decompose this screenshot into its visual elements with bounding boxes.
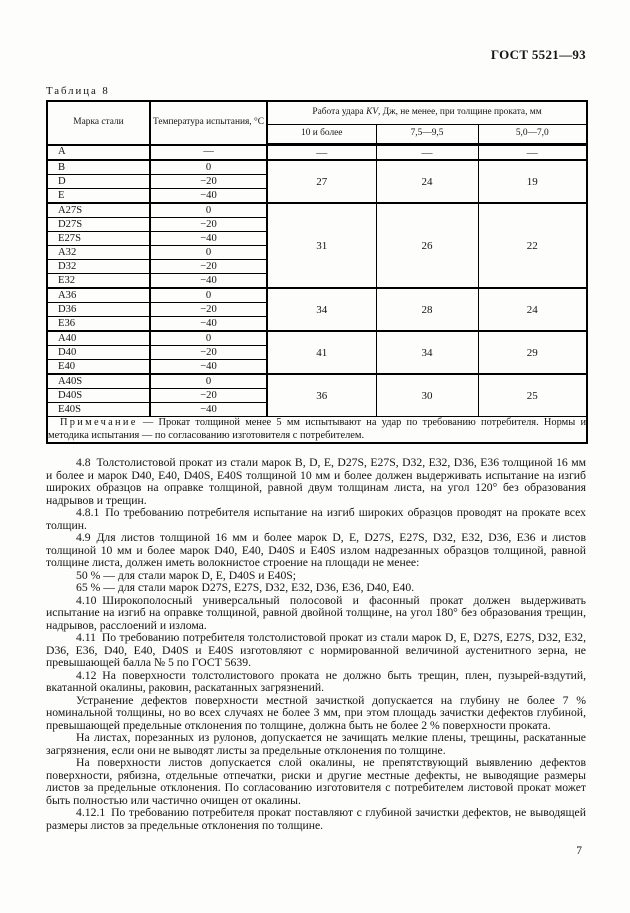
note-text: — Прокат толщиной менее 5 мм испытывают на удар по требованию потребителя. Нормы и методика испытания — по согласованию изготовителя с потребителем. [48,417,587,441]
paragraph: 4.12 На поверхности толстолистового проката не должно быть трещин, плен, пузырей-вздутий, вкатанной окалины, раковин, раскатанных загрязнений. [46,668,586,695]
steel-grade-cell: D32 [47,260,150,274]
impact-work-table [46,100,588,444]
steel-grade-cell: D27S [47,218,150,232]
paragraph: На поверхности листов допускается слой окалины, не препятствующий выявлению дефектов поверхности, рябизна, отдельные отпечатки, риски и другие местные дефекты, не выводящие размеры листов за предельные отклонения. По согласованию изготовителя с потребителем листовой прокат может быть полностью или частично очищен от окалины. [46,756,586,807]
paragraph: Устранение дефектов поверхности местной зачисткой допускается на глубину не более 7 % номинальной толщины, но во всех случаях не более 3 мм, при этом площадь зачистки дефектов глубиной, превышающей предельные отклонения по толщине, должна быть не более 2 % поверхности проката. [46,693,586,732]
steel-grade-cell: A27S [47,203,150,218]
impact-work-value-cell: 36 [267,374,376,417]
steel-grade-cell: E40 [47,360,150,375]
impact-work-value-cell: 19 [478,160,587,203]
subcol-thickness-10plus: 10 и более [267,125,376,145]
impact-work-value-cell: 41 [267,331,376,374]
table-note-row [47,417,587,444]
test-temperature-cell: −40 [150,232,267,246]
impact-work-text: Работа удара [312,107,367,118]
test-temperature-cell: 0 [150,160,267,175]
col-header-impact-work [267,101,587,125]
doc-number: ГОСТ 5521—93 [490,47,586,62]
test-temperature-cell: 0 [150,288,267,303]
steel-grade-cell: B [47,160,150,175]
test-temperature-cell: −20 [150,218,267,232]
col-header-grade: Марка стали [47,101,150,145]
steel-grade-cell: E27S [47,232,150,246]
test-temperature-cell: −20 [150,175,267,189]
impact-work-value-cell: 34 [376,331,478,374]
kv-symbol: KV [366,107,379,118]
paragraph: 50 % — для стали марок D, E, D40S и E40S; [76,568,297,582]
subcol-thickness-50-70: 5,0—7,0 [478,125,587,145]
steel-grade-cell: E [47,189,150,204]
steel-grade-cell: A [47,145,150,161]
table-row [47,288,587,303]
paragraph: 65 % — для стали марок D27S, E27S, D32, E32, D36, E36, D40, E40. [76,581,415,595]
impact-work-value-cell: — [267,145,376,161]
table-note [47,417,587,444]
steel-grade-cell: D [47,175,150,189]
table-row [47,203,587,218]
steel-grade-cell: A40 [47,331,150,346]
paragraph: 4.11 По требованию потребителя толстолистовой прокат из стали марок D, E, D27S, E27S, D32, E32, D36, E36, D40, E40, D40S и E40S изготовляют с нормированной величиной аустенитного зерна, не превышающей балла № 5 по ГОСТ 5639. [46,631,586,670]
test-temperature-cell: 0 [150,203,267,218]
steel-grade-cell: E40S [47,403,150,417]
impact-work-units: , Дж, не менее, при толщине проката, мм [378,107,542,118]
paragraph: 4.8 Толстолистовой прокат из стали марок B, D, E, D27S, E27S, D32, E32, D36, E36 толщиной 16 мм и более и марок D40, E40, D40S, E40S толщиной 10 мм и более должен выдерживать испытание на изгиб широких образцов на оправке толщиной, равной двум толщинам листа, на угол 120° без образования надрывов и трещин. [46,456,586,507]
impact-work-value-cell: 22 [478,203,587,288]
paragraph: 4.9 Для листов толщиной 16 мм и более марок D, E, D27S, E27S, D32, E32, D36, E36 и листов толщиной 10 мм и более марок D40, E40, D40S и E40S излом надрезанных образцов толщиной, равной толщине листа, должен иметь волокнистое строение на площади не менее: [46,531,586,570]
page-number: 7 [576,845,582,857]
table-header-row [47,101,587,125]
impact-work-value-cell: 28 [376,288,478,331]
steel-grade-cell: E36 [47,317,150,332]
impact-work-value-cell: 34 [267,288,376,331]
note-label: Примечание [60,417,138,428]
test-temperature-cell: −40 [150,274,267,289]
test-temperature-cell: −40 [150,189,267,204]
subcol-thickness-75-95: 7,5—9,5 [376,125,478,145]
test-temperature-cell: −20 [150,260,267,274]
test-temperature-cell: — [150,145,267,161]
steel-grade-cell: E32 [47,274,150,289]
steel-grade-cell: A36 [47,288,150,303]
test-temperature-cell: −40 [150,317,267,332]
impact-work-value-cell: — [376,145,478,161]
paragraph: На листах, порезанных из рулонов, допускается не зачищать мелкие плены, трещины, раскатанные загрязнения, если они не выводят листы за предельные отклонения по толщине. [46,731,586,757]
col-header-temperature: Температура испытания, °С [150,101,267,145]
steel-grade-cell: A32 [47,246,150,260]
steel-grade-cell: D40 [47,346,150,360]
steel-grade-cell: D40S [47,389,150,403]
test-temperature-cell: 0 [150,374,267,389]
impact-work-value-cell: 24 [478,288,587,331]
impact-work-value-cell: 29 [478,331,587,374]
impact-work-value-cell: 27 [267,160,376,203]
test-temperature-cell: −20 [150,303,267,317]
table-caption: Таблица 8 [46,85,110,97]
table-row [47,160,587,175]
table-row [47,374,587,389]
paragraph: 4.10 Широкополосный универсальный полосовой и фасонный прокат должен выдерживать испытание на изгиб на оправке толщиной, равной двойной толщине, на угол 180° без образования трещин, надрывов, расслоений и излома. [46,593,586,632]
test-temperature-cell: −20 [150,346,267,360]
impact-work-value-cell: 26 [376,203,478,288]
impact-work-value-cell: 24 [376,160,478,203]
test-temperature-cell: −40 [150,360,267,375]
impact-work-value-cell: 30 [376,374,478,417]
steel-grade-cell: D36 [47,303,150,317]
steel-grade-cell: A40S [47,374,150,389]
impact-work-value-cell: — [478,145,587,161]
table-row [47,145,587,161]
test-temperature-cell: 0 [150,331,267,346]
test-temperature-cell: −40 [150,403,267,417]
impact-work-value-cell: 31 [267,203,376,288]
body-text [46,457,586,832]
table-row [47,331,587,346]
paragraph: 4.8.1 По требованию потребителя испытание на изгиб широких образцов проводят на прокате всех толщин. [46,506,586,532]
test-temperature-cell: −20 [150,389,267,403]
test-temperature-cell: 0 [150,246,267,260]
paragraph: 4.12.1 По требованию потребителя прокат поставляют с глубиной зачистки дефектов, не выводящей размеры листов за предельные отклонения по толщине. [46,806,586,832]
impact-work-value-cell: 25 [478,374,587,417]
